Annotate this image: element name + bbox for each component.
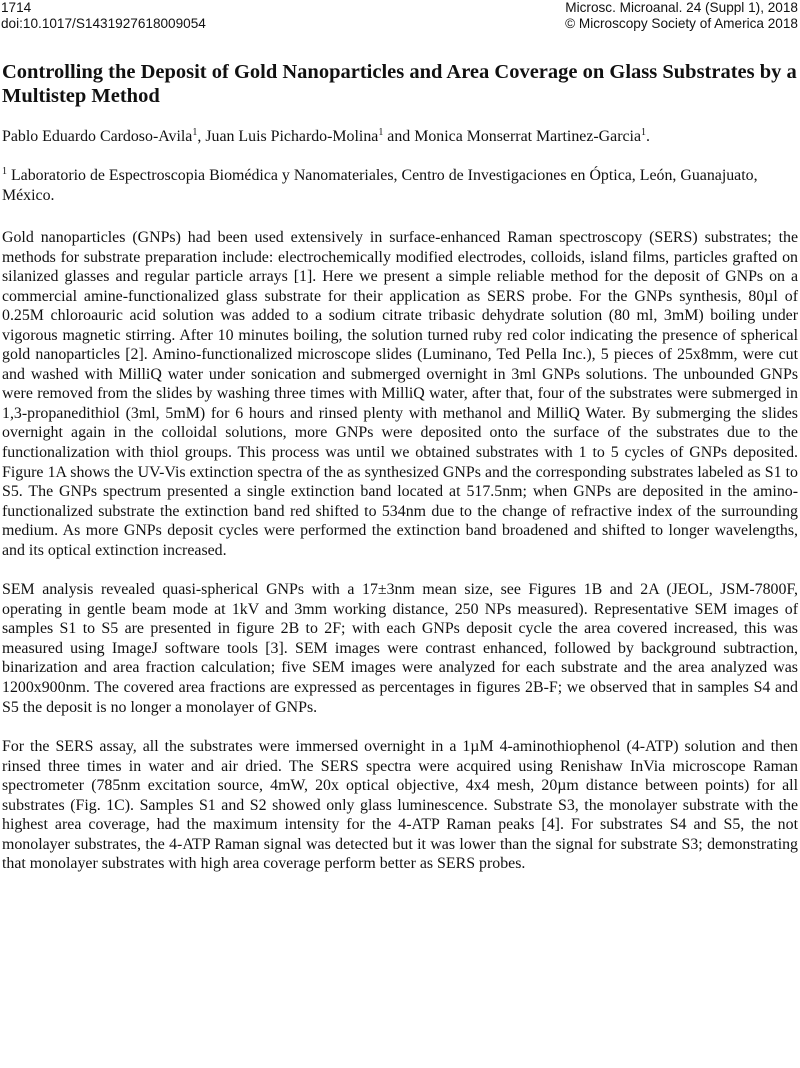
- author-separator: ,: [197, 128, 206, 145]
- author-name: Monica Monserrat Martinez-Garcia: [414, 128, 642, 145]
- header-left: [1, 0, 206, 32]
- affiliation: [2, 166, 798, 205]
- body-paragraph: SEM analysis revealed quasi-spherical GNPs with a 17±3nm mean size, see Figures 1B and 2A (JEOL, JSM-7800F, operating in gentle beam mode at 1kV and 3mm working distance, 250 NPs measured). Representative SEM images of samples S1 to S5 are presented in figure 2B to 2F; with each GNPs deposit cycle the area covered increased, this was measured using ImageJ software tools [3]. SEM images were contrast enhanced, followed by background subtraction, binarization and area fraction calculation; five SEM images were analyzed for each substrate and the area analyzed was 1200x900nm. The covered area fractions are expressed as percentages in figures 2B-F; we observed that in samples S4 and S5 the deposit is no longer a monolayer of GNPs.: [2, 581, 798, 716]
- header-right: [565, 0, 798, 32]
- author-list: [2, 127, 798, 146]
- body-paragraph: For the SERS assay, all the substrates were immersed overnight in a 1µM 4-aminothiophenol (4-ATP) solution and then rinsed three times in water and air dried. The SERS spectra were acquired using Renishaw InVia microscope Raman spectrometer (785nm excitation source, 4mW, 20x optical objective, 4x4 mesh, 20µm distance between points) for all substrates (Fig. 1C). Samples S1 and S2 showed only glass luminescence. Substrate S3, the monolayer substrate with the highest area coverage, had the maximum intensity for the 4-ATP Raman peaks [4]. For substrates S4 and S5, the not monolayer substrates, the 4-ATP Raman signal was detected but it was lower than the signal for substrate S3; demonstrating that monolayer substrates with high area coverage perform better as SERS probes.: [2, 738, 798, 873]
- author-affiliation-mark: 1: [192, 127, 198, 138]
- author-name: Juan Luis Pichardo-Molina: [205, 128, 379, 145]
- affiliation-text: Laboratorio de Espectroscopia Biomédica y Nanomateriales, Centro de Investigaciones en Óptica, León, Guanajuato, México.: [2, 167, 758, 204]
- paper-title: Controlling the Deposit of Gold Nanoparticles and Area Coverage on Glass Substrates by a Multistep Method: [2, 61, 797, 107]
- author-affiliation-mark: 1: [641, 127, 647, 138]
- page-number: 1714: [1, 0, 32, 15]
- doi: doi:10.1017/S1431927618009054: [1, 16, 206, 31]
- author-name: Pablo Eduardo Cardoso-Avila: [2, 128, 193, 145]
- copyright: © Microscopy Society of America 2018: [565, 16, 798, 31]
- author-separator: .: [646, 128, 650, 145]
- body-paragraph: Gold nanoparticles (GNPs) had been used extensively in surface-enhanced Raman spectroscopy (SERS) substrates; the methods for substrate preparation include: electrochemically modified electrodes, colloids, island films, particles grafted on silanized glasses and regular particle arrays [1]. Here we present a simple reliable method for the deposit of GNPs on a commercial amine-functionalized glass substrate for their application as SERS probe. For the GNPs synthesis, 80µl of 0.25M chloroauric acid solution was added to a sodium citrate tribasic dehydrate solution (80 ml, 3mM) boiling under vigorous magnetic stirring. After 10 minutes boiling, the solution turned ruby red color indicating the presence of spherical gold nanoparticles [2]. Amino-functionalized microscope slides (Luminano, Ted Pella Inc.), 5 pieces of 25x8mm, were cut and washed with MilliQ water under sonication and submerged overnight in 3ml GNPs solutions. The unbounded GNPs were removed from the slides by washing three times with MilliQ water, after that, four of the substrates were submerged in 1,3-propanedithiol (3ml, 5mM) for 6 hours and rinsed plenty with methanol and MilliQ Water. By submerging the slides overnight again in the colloidal solutions, more GNPs were deposited onto the surface of the substrates due to the functionalization with thiol groups. This process was until we obtained substrates with 1 to 5 cycles of GNPs deposited. Figure 1A shows the UV-Vis extinction spectra of the as synthesized GNPs and the corresponding substrates labeled as S1 to S5. The GNPs spectrum presented a single extinction band located at 517.5nm; when GNPs are deposited in the amino-functionalized substrate the extinction band red shifted to 534nm due to the change of refractive index of the surrounding medium. As more GNPs deposit cycles were performed the extinction band broadened and shifted to longer wavelengths, and its optical extinction increased.: [2, 229, 798, 559]
- affiliation-mark: 1: [2, 166, 7, 177]
- article-body: [2, 60, 798, 874]
- author-separator: and: [383, 128, 415, 145]
- journal-citation: Microsc. Microanal. 24 (Suppl 1), 2018: [565, 0, 798, 15]
- author-affiliation-mark: 1: [378, 127, 384, 138]
